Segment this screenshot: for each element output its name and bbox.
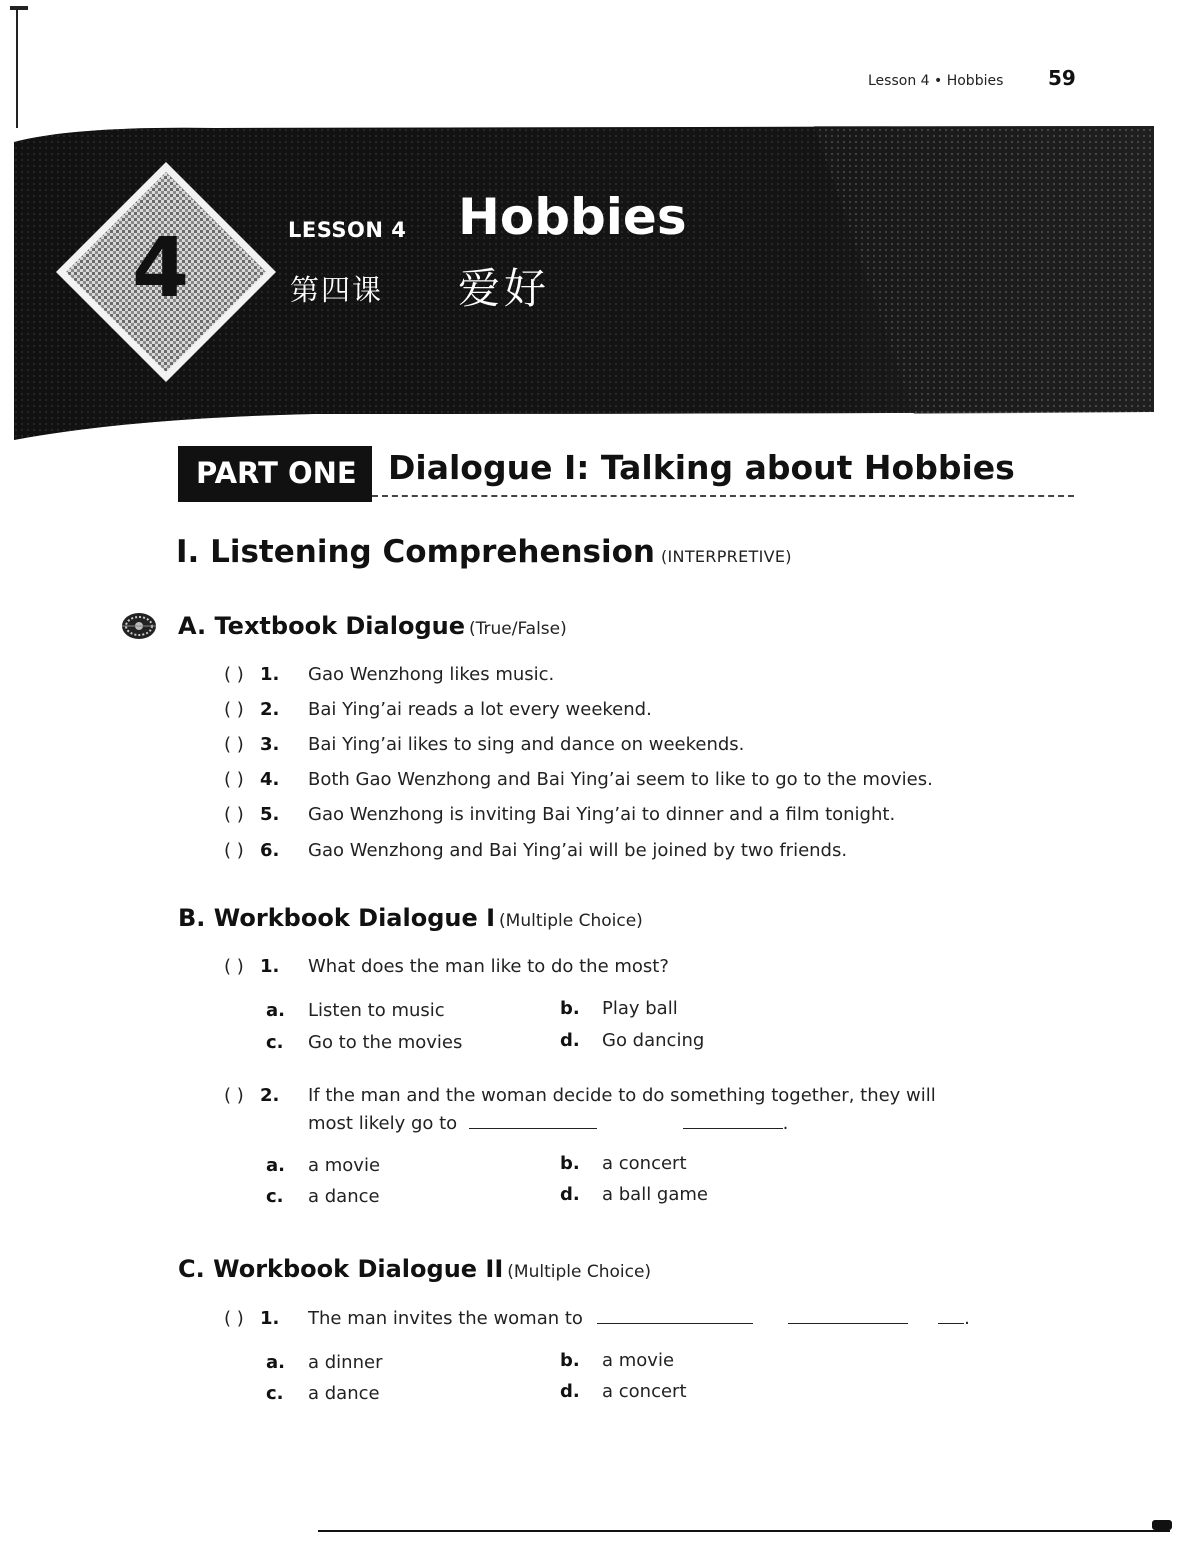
option-letter: b. <box>560 1153 580 1174</box>
item-number: 4. <box>260 769 280 790</box>
option-text: Play ball <box>602 998 678 1019</box>
option-letter: c. <box>266 1383 284 1404</box>
option-letter: d. <box>560 1184 580 1205</box>
option-letter: a. <box>266 1000 285 1021</box>
part-label: PART ONE <box>196 456 357 490</box>
option-letter: d. <box>560 1381 580 1402</box>
question-number: 1. <box>260 1308 280 1329</box>
answer-blank[interactable]: ( ) <box>224 804 244 825</box>
section-title: I. Listening Comprehension <box>176 534 655 570</box>
subsection-b-heading <box>178 904 643 932</box>
subsection-c-heading <box>178 1255 651 1283</box>
answer-blank[interactable]: ( ) <box>224 664 244 685</box>
part-label-box <box>178 446 372 502</box>
fill-in-blank[interactable] <box>597 1322 753 1324</box>
option-text: a movie <box>602 1350 675 1371</box>
question-number: 1. <box>260 956 280 977</box>
answer-blank[interactable]: ( ) <box>224 734 244 755</box>
subsection-a-type: (True/False) <box>468 619 567 639</box>
page-number: 59 <box>1048 66 1076 90</box>
option-letter: b. <box>560 1350 580 1371</box>
answer-blank[interactable]: ( ) <box>224 769 244 790</box>
item-number: 2. <box>260 699 280 720</box>
option-text: a ball game <box>602 1184 708 1205</box>
subsection-a-title: A. Textbook Dialogue <box>178 612 465 640</box>
option-letter: a. <box>266 1352 285 1373</box>
item-number: 1. <box>260 664 280 685</box>
answer-blank[interactable]: ( ) <box>224 840 244 861</box>
section-mode: (INTERPRETIVE) <box>661 547 792 566</box>
section-heading <box>176 534 792 570</box>
running-header-text: Lesson 4 • Hobbies <box>868 73 1004 89</box>
answer-blank[interactable]: ( ) <box>224 956 244 977</box>
item-number: 3. <box>260 734 280 755</box>
question-text-continued-label: most likely go to <box>308 1113 458 1134</box>
question-text-continued: most likely go to . <box>308 1113 789 1134</box>
option-text: a dance <box>308 1383 380 1404</box>
option-letter: c. <box>266 1032 284 1053</box>
option-letter: a. <box>266 1155 285 1176</box>
option-text: Listen to music <box>308 1000 445 1021</box>
option-text: a concert <box>602 1153 687 1174</box>
lesson-label-chinese: 第四课 <box>290 273 384 307</box>
audio-icon[interactable] <box>120 610 158 642</box>
question-number: 2. <box>260 1085 280 1106</box>
fill-in-blank[interactable] <box>469 1127 597 1129</box>
lesson-title: Hobbies <box>458 188 687 246</box>
scan-edge-line <box>16 8 18 128</box>
question-text: The man invites the woman to . <box>308 1308 970 1329</box>
answer-blank[interactable]: ( ) <box>224 1308 244 1329</box>
option-letter: d. <box>560 1030 580 1051</box>
option-text: a dinner <box>308 1352 383 1373</box>
item-number: 5. <box>260 804 280 825</box>
answer-blank[interactable]: ( ) <box>224 699 244 720</box>
item-text: Gao Wenzhong and Bai Ying’ai will be joined by two friends. <box>308 840 848 861</box>
part-divider <box>372 495 1074 497</box>
item-text: Both Gao Wenzhong and Bai Ying’ai seem to like to go to the movies. <box>308 769 933 790</box>
option-text: a dance <box>308 1186 380 1207</box>
subsection-b-type: (Multiple Choice) <box>499 911 643 931</box>
option-letter: b. <box>560 998 580 1019</box>
running-header <box>868 64 1088 94</box>
item-text: Gao Wenzhong is inviting Bai Ying’ai to dinner and a film tonight. <box>308 804 896 825</box>
scan-mark <box>1152 1520 1172 1530</box>
subsection-c-title: C. Workbook Dialogue II <box>178 1255 504 1283</box>
lesson-number: 4 <box>132 221 190 316</box>
option-text: a movie <box>308 1155 381 1176</box>
option-text: Go dancing <box>602 1030 705 1051</box>
answer-blank[interactable]: ( ) <box>224 1085 244 1106</box>
option-text: a concert <box>602 1381 687 1402</box>
lesson-label: LESSON 4 <box>288 218 407 242</box>
item-text: Gao Wenzhong likes music. <box>308 664 555 685</box>
fill-in-blank[interactable] <box>683 1127 783 1129</box>
option-text: Go to the movies <box>308 1032 463 1053</box>
item-number: 6. <box>260 840 280 861</box>
scan-mark <box>10 6 28 10</box>
part-title: Dialogue I: Talking about Hobbies <box>388 448 1015 487</box>
item-text: Bai Ying’ai reads a lot every weekend. <box>308 699 652 720</box>
subsection-a-heading <box>178 612 567 640</box>
subsection-c-type: (Multiple Choice) <box>507 1262 652 1282</box>
page-bottom-rule <box>318 1530 1170 1532</box>
fill-in-blank[interactable] <box>938 1322 964 1324</box>
question-text: If the man and the woman decide to do something together, they will <box>308 1085 936 1106</box>
question-text: What does the man like to do the most? <box>308 956 669 977</box>
option-letter: c. <box>266 1186 284 1207</box>
lesson-title-chinese: 爱好 <box>458 264 551 313</box>
subsection-b-title: B. Workbook Dialogue I <box>178 904 496 932</box>
question-text-label: The man invites the woman to <box>308 1308 583 1329</box>
item-text: Bai Ying’ai likes to sing and dance on weekends. <box>308 734 745 755</box>
fill-in-blank[interactable] <box>788 1322 908 1324</box>
